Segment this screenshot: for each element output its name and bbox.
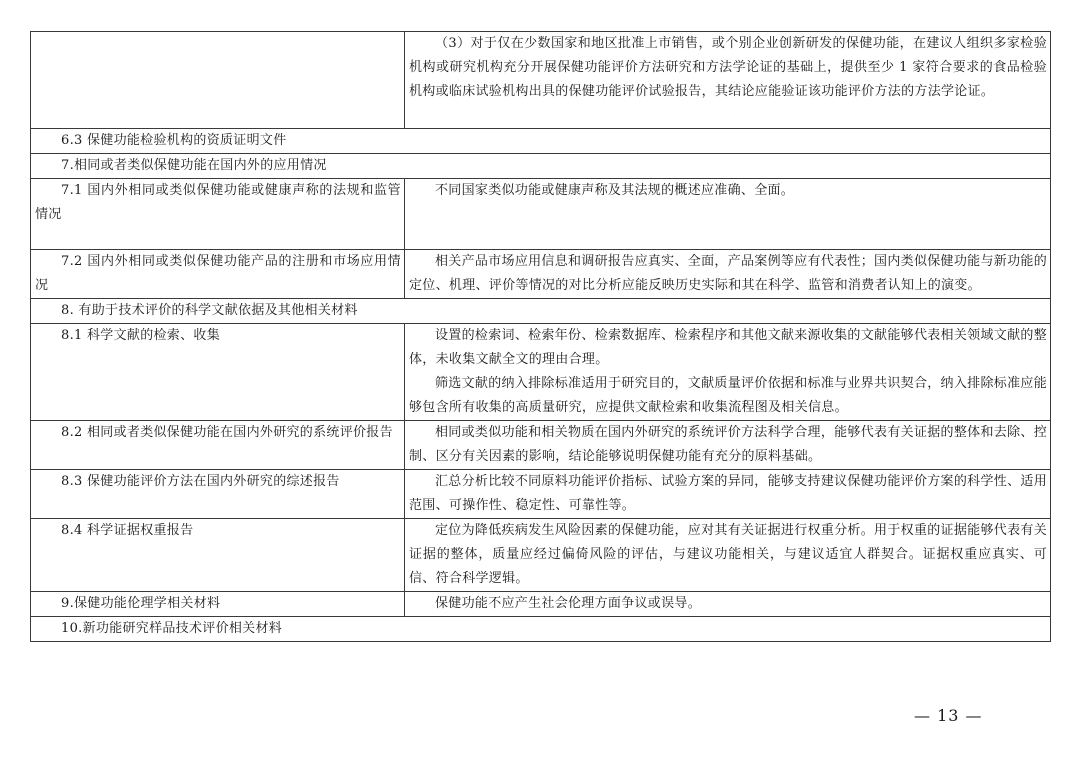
cell-paragraph: 设置的检索词、检索年份、检索数据库、检索程序和其他文献来源收集的文献能够代表相关领域文献的整体，未收集文献全文的理由合理。 <box>409 328 1047 367</box>
table-row <box>31 421 1051 470</box>
table-cell-left <box>31 421 405 470</box>
table-row <box>31 32 1051 129</box>
item-label-8-2: 8.2 相同或者类似保健功能在国内外研究的系统评价报告 <box>61 425 393 440</box>
table-cell-right <box>405 519 1051 592</box>
cell-paragraph: 保健功能不应产生社会伦理方面争议或误导。 <box>435 596 702 611</box>
section-row <box>31 129 1051 154</box>
item-label-7-1: 7.1 国内外相同或类似保健功能或健康声称的法规和监管情况 <box>35 183 401 222</box>
table-cell-left <box>31 32 405 129</box>
cell-paragraph: 相同或类似功能和相关物质在国内外研究的系统评价方法科学合理，能够代表有关证据的整体和去除、控制、区分有关因素的影响，结论能够说明保健功能有充分的原料基础。 <box>409 425 1047 464</box>
table-cell-right <box>405 592 1051 617</box>
table-cell-left <box>31 250 405 299</box>
table-cell-right <box>405 421 1051 470</box>
section-heading-6-3: 6.3 保健功能检验机构的资质证明文件 <box>31 129 1051 154</box>
section-row <box>31 299 1051 324</box>
cell-paragraph: 不同国家类似功能或健康声称及其法规的概述应准确、全面。 <box>435 183 795 198</box>
item-label-8-4: 8.4 科学证据权重报告 <box>61 523 194 538</box>
section-row <box>31 154 1051 179</box>
table-cell-left <box>31 179 405 250</box>
table-row <box>31 179 1051 250</box>
section-heading-10: 10.新功能研究样品技术评价相关材料 <box>31 617 1051 642</box>
table-row <box>31 250 1051 299</box>
cell-paragraph: 筛选文献的纳入排除标准适用于研究目的，文献质量评价依据和标准与业界共识契合，纳入排除标准应能够包含所有收集的高质量研究，应提供文献检索和收集流程图及相关信息。 <box>409 376 1047 415</box>
section-row <box>31 617 1051 642</box>
cell-paragraph: 定位为降低疾病发生风险因素的保健功能，应对其有关证据进行权重分析。用于权重的证据能够代表有关证据的整体，质量应经过偏倚风险的评估，与建议功能相关，与建议适宜人群契合。证据权重应真实、可信、符合科学逻辑。 <box>409 523 1047 586</box>
table-cell-right <box>405 32 1051 129</box>
table-cell-left <box>31 592 405 617</box>
table-cell-right <box>405 324 1051 421</box>
table-cell-right <box>405 250 1051 299</box>
item-label-7-2: 7.2 国内外相同或类似保健功能产品的注册和市场应用情况 <box>35 254 401 293</box>
cell-paragraph: （3）对于仅在少数国家和地区批准上市销售，或个别企业创新研发的保健功能，在建议人组织多家检验机构或研究机构充分开展保健功能评价方法研究和方法学论证的基础上，提供至少 1 家符合要求的食品检验机构或临床试验机构出具的保健功能评价试验报告，其结论应能验证该功能评价方法的方法学论证。 <box>409 36 1047 99</box>
table-cell-left <box>31 470 405 519</box>
item-label-9: 9.保健功能伦理学相关材料 <box>61 596 221 611</box>
item-label-8-3: 8.3 保健功能评价方法在国内外研究的综述报告 <box>61 474 340 489</box>
table-cell-left <box>31 324 405 421</box>
item-label-8-1: 8.1 科学文献的检索、收集 <box>61 328 221 343</box>
cell-paragraph: 相关产品市场应用信息和调研报告应真实、全面，产品案例等应有代表性；国内类似保健功能与新功能的定位、机理、评价等情况的对比分析应能反映历史实际和其在科学、监管和消费者认知上的演变。 <box>409 254 1047 293</box>
table-cell-right <box>405 470 1051 519</box>
requirements-table <box>30 31 1051 642</box>
table-row <box>31 519 1051 592</box>
cell-paragraph: 汇总分析比较不同原料功能评价指标、试验方案的异同，能够支持建议保健功能评价方案的科学性、适用范围、可操作性、稳定性、可靠性等。 <box>409 474 1047 513</box>
section-heading-8: 8. 有助于技术评价的科学文献依据及其他相关材料 <box>31 299 1051 324</box>
section-heading-7: 7.相同或者类似保健功能在国内外的应用情况 <box>31 154 1051 179</box>
table-cell-left <box>31 519 405 592</box>
page-number: — 13 — <box>914 706 983 725</box>
table-cell-right <box>405 179 1051 250</box>
table-row <box>31 324 1051 421</box>
table-row <box>31 470 1051 519</box>
table-row <box>31 592 1051 617</box>
